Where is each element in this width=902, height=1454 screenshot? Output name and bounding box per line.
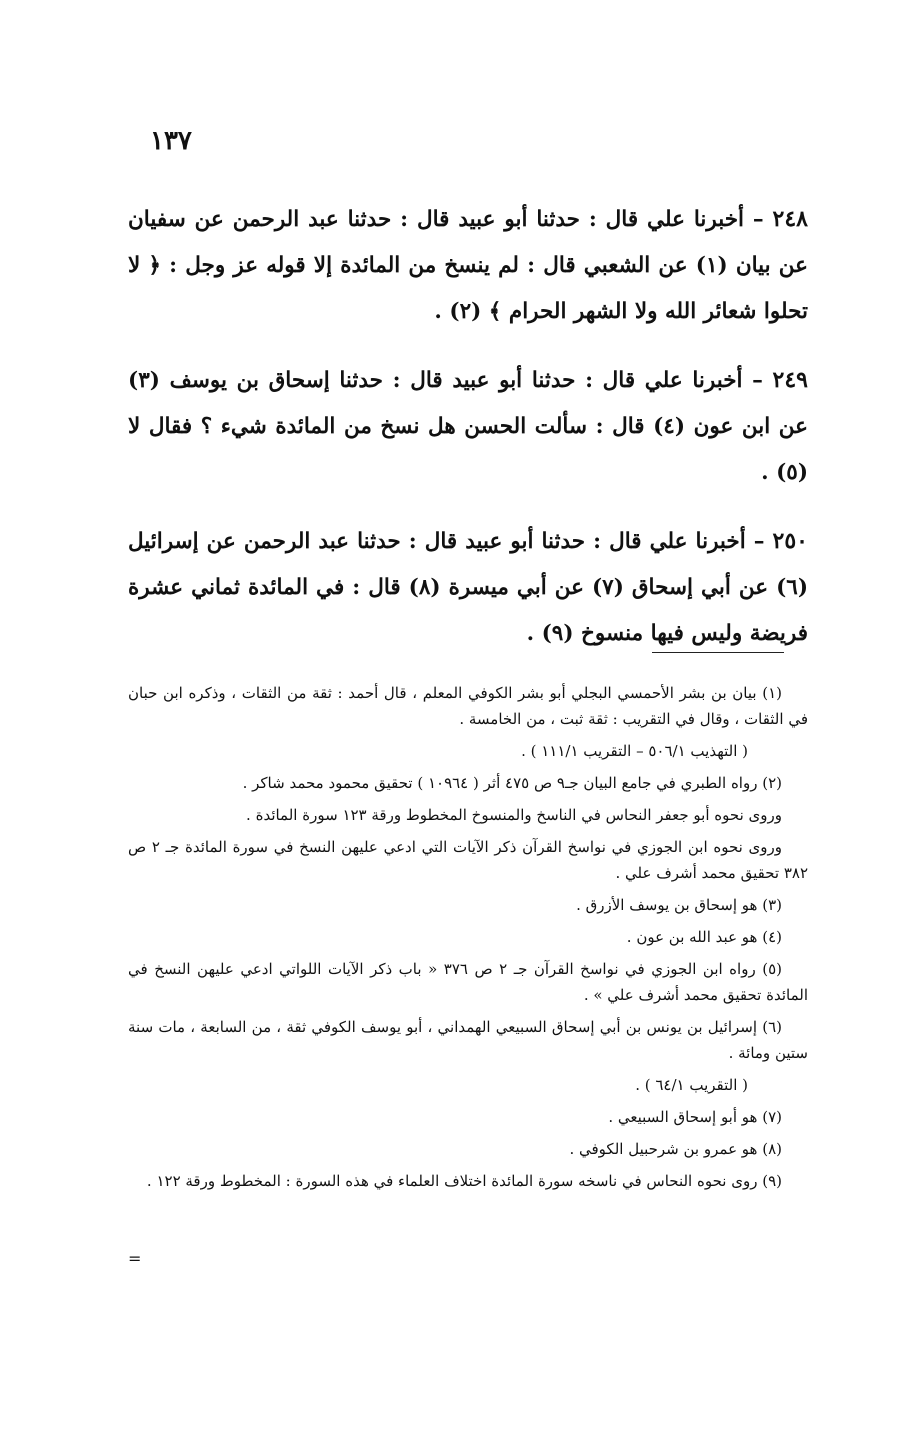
- footnote-9: (٩) روى نحوه النحاس في ناسخه سورة المائدة اختلاف العلماء في هذه السورة : المخطوط ورقة ١٢٢ .: [146, 1172, 782, 1190]
- entry-number: ٢٥٠: [772, 528, 808, 554]
- entry-number: ٢٤٨: [772, 206, 808, 232]
- entry-249: [128, 357, 808, 496]
- end-mark: =: [128, 1249, 142, 1268]
- footnote-1-reference: ( التهذيب ٥٠٦/١ – التقريب ١١١/١ ) .: [521, 742, 748, 760]
- entry-number: ٢٤٩: [772, 367, 808, 393]
- entry-text: – أخبرنا علي قال : حدثنا أبو عبيد قال : حدثنا عبد الرحمن عن إسرائيل (٦) عن أبي إسحاق (٧) عن أبي ميسرة (٨) قال : في المائدة ثماني عشرة فريضة وليس فيها منسوخ (٩) .: [128, 529, 808, 646]
- footnote-separator: [652, 652, 784, 653]
- entry-250: [128, 518, 808, 657]
- footnote-2-cont-1: وروى نحوه أبو جعفر النحاس في الناسخ والمنسوخ المخطوط ورقة ١٢٣ سورة المائدة .: [246, 806, 782, 824]
- footnote-6: (٦) إسرائيل بن يونس بن أبي إسحاق السبيعي الهمداني ، أبو يوسف الكوفي ثقة ، من السابعة ، مات سنة ستين ومائة .: [128, 1018, 808, 1062]
- footnote-3: (٣) هو إسحاق بن يوسف الأزرق .: [576, 896, 782, 914]
- entry-text: – أخبرنا علي قال : حدثنا أبو عبيد قال : حدثنا إسحاق بن يوسف (٣) عن ابن عون (٤) قال : سألت الحسن هل نسخ من المائدة شيء ؟ فقال لا (٥) .: [128, 368, 809, 485]
- page-number: ١٣٧: [150, 126, 192, 156]
- entry-248: [128, 196, 808, 335]
- footnote-5: (٥) رواه ابن الجوزي في نواسخ القرآن جـ ٢ ص ٣٧٦ « باب ذكر الآيات اللواتي ادعي عليهن النسخ في المائدة تحقيق محمد أشرف علي » .: [128, 960, 808, 1004]
- footnotes: [128, 680, 808, 1200]
- footnote-2: (٢) رواه الطبري في جامع البيان جـ٩ ص ٤٧٥ أثر ( ١٠٩٦٤ ) تحقيق محمود محمد شاكر .: [242, 774, 782, 792]
- footnote-8: (٨) هو عمرو بن شرحبيل الكوفي .: [569, 1140, 782, 1158]
- footnote-2-cont-2: وروى نحوه ابن الجوزي في نواسخ القرآن ذكر الآيات التي ادعي عليهن النسخ في سورة المائدة جـ ٢ ص ٣٨٢ تحقيق محمد أشرف علي .: [128, 838, 808, 882]
- footnote-6-reference: ( التقريب ٦٤/١ ) .: [635, 1076, 748, 1094]
- footnote-1: (١) بيان بن بشر الأحمسي البجلي أبو بشر الكوفي المعلم ، قال أحمد : ثقة من الثقات ، وذكره ابن حبان في الثقات ، وقال في التقريب : ثقة ثبت ، من الخامسة .: [128, 684, 808, 728]
- footnote-4: (٤) هو عبد الله بن عون .: [626, 928, 782, 946]
- footnote-7: (٧) هو أبو إسحاق السبيعي .: [608, 1108, 782, 1126]
- entry-text: – أخبرنا علي قال : حدثنا أبو عبيد قال : حدثنا عبد الرحمن عن سفيان عن بيان (١) عن الشعبي قال : لم ينسخ من المائدة إلا قوله عز وجل : ﴿ لا تحلوا شعائر الله ولا الشهر الحرام ﴾ (٢) .: [128, 207, 808, 324]
- hadith-entries: [128, 196, 808, 679]
